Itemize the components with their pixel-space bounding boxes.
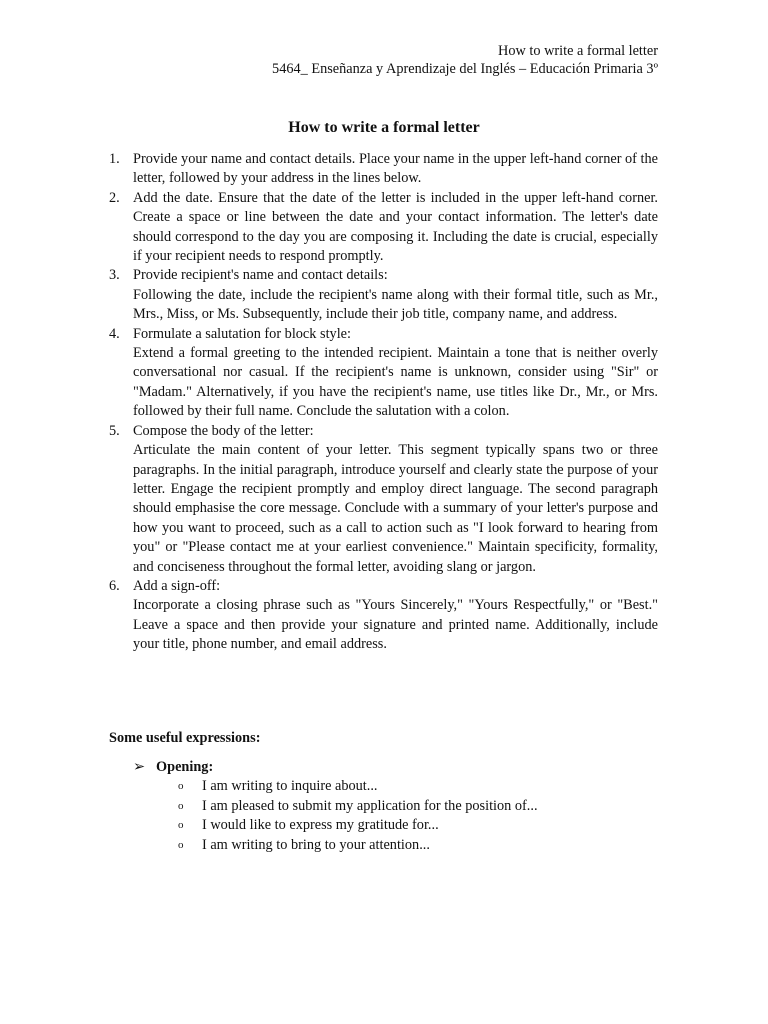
step-item bbox=[109, 577, 658, 655]
step-text: Following the date, include the recipient's name along with their formal title, such as Mr., Mrs., Miss, or Ms. Subsequently, include their job title, company name, and address. bbox=[133, 286, 658, 323]
step-heading: Add a sign-off: bbox=[133, 577, 221, 594]
expression-item bbox=[178, 836, 538, 855]
circle-bullet-icon: o bbox=[178, 819, 184, 832]
expression-item bbox=[178, 797, 538, 816]
circle-bullet-icon: o bbox=[178, 838, 184, 851]
expression-item bbox=[178, 777, 538, 796]
expression-item bbox=[178, 816, 538, 835]
step-number: 4. bbox=[109, 325, 120, 342]
expression-text: I am writing to inquire about... bbox=[202, 778, 378, 795]
step-number: 6. bbox=[109, 577, 120, 594]
step-number: 5. bbox=[109, 422, 120, 439]
expression-text: I am pleased to submit my application for the position of... bbox=[202, 797, 538, 814]
step-text: Extend a formal greeting to the intended recipient. Maintain a tone that is neither overly conversational nor casual. If the recipient's name is unknown, consider using "Sir" or "Madam." Alternatively, if you have the recipient's name, use titles like Dr., Mr., or Mrs. followed by their full name. Conclude the salutation with a colon. bbox=[133, 345, 658, 420]
expression-text: I am writing to bring to your attention... bbox=[202, 836, 430, 853]
step-item bbox=[109, 150, 658, 189]
steps-list bbox=[109, 150, 658, 655]
opening-section bbox=[133, 758, 538, 855]
step-number: 2. bbox=[109, 189, 120, 206]
document-title: How to write a formal letter bbox=[288, 119, 480, 136]
step-text: Articulate the main content of your letter. This segment typically spans two or three paragraphs. In the initial paragraph, introduce yourself and clearly state the purpose of your letter. Engage the recipient promptly and employ direct language. The second paragraph should emphasise the core message. Conclude with a summary of your letter's purpose and how you want to proceed, such as a call to action such as "I look forward to hearing from you" or "Please contact me at your earliest convenience." Maintain specificity, formality, and conciseness throughout the formal letter, avoiding slang or jargon. bbox=[133, 442, 658, 575]
step-text: Incorporate a closing phrase such as "Yours Sincerely," "Yours Respectfully," or "Best." Leave a space and then provide your signature and printed name. Additionally, include your title, phone number, and email address. bbox=[133, 597, 658, 653]
header-title: How to write a formal letter bbox=[498, 43, 658, 59]
step-item bbox=[109, 266, 658, 324]
useful-expressions-title: Some useful expressions: bbox=[109, 730, 261, 746]
step-heading: Provide recipient's name and contact details: bbox=[133, 267, 388, 284]
opening-label: Opening: bbox=[156, 759, 214, 775]
circle-bullet-icon: o bbox=[178, 780, 184, 793]
header-course: 5464_ Enseñanza y Aprendizaje del Inglés – Educación Primaria 3º bbox=[272, 61, 658, 77]
opening-expressions-list bbox=[133, 777, 538, 855]
step-heading: Provide your name and contact details. Place your name in the upper left-hand corner of the letter, followed by your address in the lines below. bbox=[133, 151, 658, 187]
step-number: 3. bbox=[109, 267, 120, 284]
step-item bbox=[109, 422, 658, 577]
step-heading: Formulate a salutation for block style: bbox=[133, 325, 351, 342]
step-heading: Compose the body of the letter: bbox=[133, 422, 314, 439]
circle-bullet-icon: o bbox=[178, 799, 184, 812]
arrow-bullet-icon: ➢ bbox=[133, 759, 145, 775]
page-header bbox=[272, 42, 658, 78]
step-number: 1. bbox=[109, 151, 120, 167]
step-heading: Add the date. Ensure that the date of the letter is included in the upper left-hand corner. Create a space or line between the date and your contact information. The letter's date should correspond to the day you are composing it. Including the date is crucial, especially if your recipient needs to respond promptly. bbox=[133, 189, 658, 265]
step-item bbox=[109, 325, 658, 422]
step-item bbox=[109, 189, 658, 267]
expression-text: I would like to express my gratitude for... bbox=[202, 817, 439, 834]
